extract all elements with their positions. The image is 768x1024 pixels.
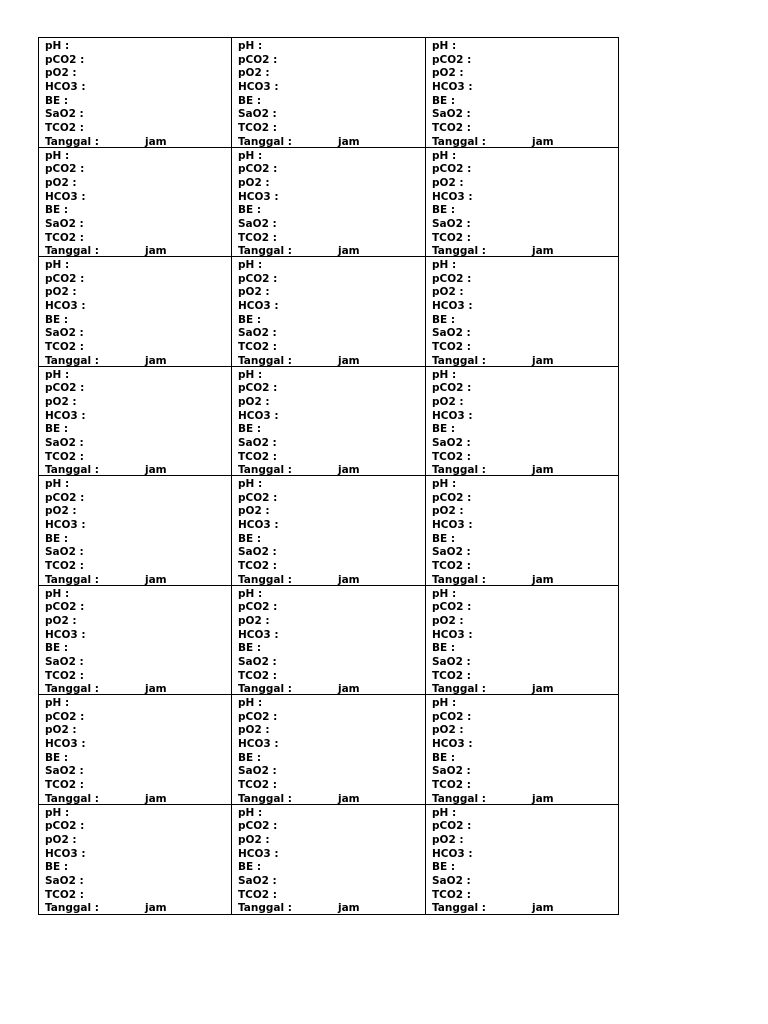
time-label: jam bbox=[338, 135, 360, 148]
field-label: SaO2 : bbox=[45, 217, 84, 230]
field-label: pCO2 : bbox=[238, 163, 278, 176]
date-label: Tanggal : bbox=[238, 902, 292, 914]
blood-gas-entry-card bbox=[232, 586, 426, 696]
field-label: HCO3 : bbox=[238, 409, 279, 422]
field-label: pCO2 : bbox=[238, 382, 278, 395]
date-time-row bbox=[432, 464, 618, 476]
field-label: BE : bbox=[432, 532, 456, 545]
blood-gas-entry-card bbox=[426, 257, 618, 367]
field-label: TCO2 : bbox=[432, 779, 471, 792]
time-label: jam bbox=[145, 573, 167, 586]
field-label: BE : bbox=[45, 532, 69, 545]
field-label: pO2 : bbox=[45, 176, 77, 189]
field-label: BE : bbox=[45, 313, 69, 326]
field-label: TCO2 : bbox=[45, 888, 84, 901]
field-label: SaO2 : bbox=[432, 765, 471, 778]
date-time-row bbox=[432, 683, 618, 695]
blood-gas-entry-card bbox=[426, 805, 618, 915]
field-label: BE : bbox=[432, 313, 456, 326]
field-label: HCO3 : bbox=[238, 190, 279, 203]
field-label: pCO2 : bbox=[238, 53, 278, 66]
field-label: pH : bbox=[432, 587, 457, 600]
date-time-row bbox=[45, 136, 231, 148]
field-label: HCO3 : bbox=[432, 190, 473, 203]
field-label: BE : bbox=[432, 204, 456, 217]
field-label: HCO3 : bbox=[45, 628, 86, 641]
field-label: TCO2 : bbox=[238, 122, 277, 135]
field-label: pO2 : bbox=[432, 724, 464, 737]
field-label: pCO2 : bbox=[238, 491, 278, 504]
date-label: Tanggal : bbox=[238, 245, 292, 257]
field-label: SaO2 : bbox=[45, 765, 84, 778]
field-label: HCO3 : bbox=[45, 519, 86, 532]
field-label: SaO2 : bbox=[238, 327, 277, 340]
field-label: TCO2 : bbox=[238, 560, 277, 573]
field-label: TCO2 : bbox=[45, 560, 84, 573]
field-label: SaO2 : bbox=[238, 217, 277, 230]
field-label: BE : bbox=[238, 313, 262, 326]
field-label: SaO2 : bbox=[238, 436, 277, 449]
date-time-row bbox=[432, 355, 618, 367]
blood-gas-entry-card bbox=[426, 476, 618, 586]
field-label: pCO2 : bbox=[432, 820, 472, 833]
time-label: jam bbox=[532, 902, 554, 914]
field-label: pH : bbox=[45, 259, 70, 271]
field-label: pCO2 : bbox=[432, 491, 472, 504]
field-label: pH : bbox=[432, 697, 457, 709]
field-label: pO2 : bbox=[432, 395, 464, 408]
field-label: HCO3 : bbox=[432, 300, 473, 313]
field-label: pO2 : bbox=[238, 395, 270, 408]
field-label: SaO2 : bbox=[432, 327, 471, 340]
field-label: pCO2 : bbox=[432, 601, 472, 614]
field-label: TCO2 : bbox=[45, 341, 84, 354]
date-label: Tanggal : bbox=[432, 902, 486, 914]
time-label: jam bbox=[338, 683, 360, 695]
field-label: BE : bbox=[238, 861, 262, 874]
field-label: HCO3 : bbox=[432, 409, 473, 422]
blood-gas-entry-card bbox=[232, 257, 426, 367]
field-label: BE : bbox=[45, 94, 69, 107]
field-label: BE : bbox=[238, 642, 262, 655]
date-time-row bbox=[45, 355, 231, 367]
field-label: pO2 : bbox=[238, 614, 270, 627]
field-label: TCO2 : bbox=[45, 779, 84, 792]
field-label: SaO2 : bbox=[45, 874, 84, 887]
field-label: HCO3 : bbox=[45, 738, 86, 751]
field-label: TCO2 : bbox=[238, 669, 277, 682]
field-label: pO2 : bbox=[432, 614, 464, 627]
field-label: TCO2 : bbox=[45, 231, 84, 244]
field-label: pCO2 : bbox=[238, 272, 278, 285]
date-time-row bbox=[238, 136, 425, 148]
field-label: BE : bbox=[45, 423, 69, 436]
field-label: pH : bbox=[432, 368, 457, 381]
field-label: pO2 : bbox=[238, 286, 270, 299]
time-label: jam bbox=[145, 464, 167, 476]
field-label: pCO2 : bbox=[45, 382, 85, 395]
field-label: TCO2 : bbox=[432, 560, 471, 573]
time-label: jam bbox=[338, 902, 360, 914]
field-label: HCO3 : bbox=[45, 81, 86, 94]
field-label: TCO2 : bbox=[432, 450, 471, 463]
field-label: pH : bbox=[238, 478, 263, 490]
time-label: jam bbox=[145, 245, 167, 257]
field-label: pH : bbox=[45, 40, 70, 52]
blood-gas-entry-card bbox=[39, 257, 232, 367]
field-label: pH : bbox=[45, 806, 70, 819]
field-label: BE : bbox=[45, 642, 69, 655]
field-label: TCO2 : bbox=[432, 888, 471, 901]
field-label: pH : bbox=[238, 40, 263, 52]
date-label: Tanggal : bbox=[45, 902, 99, 914]
blood-gas-entry-card bbox=[39, 695, 232, 805]
field-label: TCO2 : bbox=[238, 888, 277, 901]
field-label: pO2 : bbox=[432, 67, 464, 80]
date-time-row bbox=[432, 902, 618, 914]
field-label: TCO2 : bbox=[238, 231, 277, 244]
time-label: jam bbox=[338, 573, 360, 586]
field-label: HCO3 : bbox=[432, 847, 473, 860]
field-label: TCO2 : bbox=[45, 450, 84, 463]
date-time-row bbox=[238, 793, 425, 805]
date-time-row bbox=[238, 464, 425, 476]
field-label: BE : bbox=[432, 642, 456, 655]
blood-gas-entry-card bbox=[39, 805, 232, 915]
field-label: BE : bbox=[432, 751, 456, 764]
field-label: pCO2 : bbox=[432, 163, 472, 176]
time-label: jam bbox=[145, 135, 167, 148]
field-label: BE : bbox=[238, 532, 262, 545]
field-label: BE : bbox=[238, 94, 262, 107]
field-label: HCO3 : bbox=[45, 190, 86, 203]
field-label: BE : bbox=[432, 423, 456, 436]
field-label: SaO2 : bbox=[432, 546, 471, 559]
date-label: Tanggal : bbox=[238, 354, 292, 367]
field-label: TCO2 : bbox=[238, 779, 277, 792]
blood-gas-entry-card bbox=[426, 695, 618, 805]
field-label: BE : bbox=[432, 94, 456, 107]
field-label: pO2 : bbox=[432, 833, 464, 846]
blood-gas-entry-card bbox=[39, 38, 232, 148]
field-label: pH : bbox=[45, 478, 70, 490]
field-label: pH : bbox=[238, 806, 263, 819]
field-label: pCO2 : bbox=[45, 491, 85, 504]
date-time-row bbox=[238, 574, 425, 586]
date-label: Tanggal : bbox=[432, 573, 486, 586]
field-label: HCO3 : bbox=[238, 81, 279, 94]
field-label: pO2 : bbox=[45, 505, 77, 518]
field-label: pH : bbox=[432, 149, 457, 162]
time-label: jam bbox=[532, 683, 554, 695]
time-label: jam bbox=[532, 464, 554, 476]
field-label: pCO2 : bbox=[45, 601, 85, 614]
time-label: jam bbox=[145, 354, 167, 367]
field-label: pH : bbox=[238, 368, 263, 381]
field-label: BE : bbox=[238, 204, 262, 217]
field-label: BE : bbox=[432, 861, 456, 874]
field-label: pO2 : bbox=[45, 833, 77, 846]
field-label: BE : bbox=[238, 423, 262, 436]
time-label: jam bbox=[145, 902, 167, 914]
date-label: Tanggal : bbox=[45, 792, 99, 805]
field-label: SaO2 : bbox=[45, 436, 84, 449]
date-time-row bbox=[45, 793, 231, 805]
field-label: TCO2 : bbox=[238, 450, 277, 463]
field-label: HCO3 : bbox=[238, 519, 279, 532]
lab-result-form-grid bbox=[38, 37, 619, 915]
field-label: pCO2 : bbox=[432, 53, 472, 66]
field-label: SaO2 : bbox=[238, 108, 277, 121]
date-time-row bbox=[238, 355, 425, 367]
field-label: pCO2 : bbox=[432, 272, 472, 285]
date-label: Tanggal : bbox=[432, 683, 486, 695]
field-label: TCO2 : bbox=[432, 122, 471, 135]
field-label: BE : bbox=[45, 751, 69, 764]
blood-gas-entry-card bbox=[426, 38, 618, 148]
date-label: Tanggal : bbox=[45, 464, 99, 476]
field-label: pH : bbox=[45, 587, 70, 600]
date-time-row bbox=[432, 245, 618, 257]
time-label: jam bbox=[532, 792, 554, 805]
field-label: pH : bbox=[432, 478, 457, 490]
field-label: SaO2 : bbox=[432, 874, 471, 887]
field-label: SaO2 : bbox=[238, 874, 277, 887]
field-label: HCO3 : bbox=[238, 300, 279, 313]
date-time-row bbox=[238, 683, 425, 695]
blood-gas-entry-card bbox=[232, 367, 426, 477]
blood-gas-entry-card bbox=[426, 148, 618, 258]
field-label: SaO2 : bbox=[432, 655, 471, 668]
blood-gas-entry-card bbox=[39, 586, 232, 696]
date-time-row bbox=[45, 683, 231, 695]
field-label: TCO2 : bbox=[238, 341, 277, 354]
blood-gas-entry-card bbox=[426, 367, 618, 477]
blood-gas-entry-card bbox=[39, 476, 232, 586]
field-label: TCO2 : bbox=[432, 669, 471, 682]
blood-gas-entry-card bbox=[232, 695, 426, 805]
date-label: Tanggal : bbox=[238, 135, 292, 148]
field-label: pH : bbox=[432, 259, 457, 271]
field-label: pCO2 : bbox=[238, 710, 278, 723]
field-label: pO2 : bbox=[432, 505, 464, 518]
time-label: jam bbox=[532, 573, 554, 586]
field-label: SaO2 : bbox=[45, 655, 84, 668]
date-label: Tanggal : bbox=[432, 245, 486, 257]
field-label: BE : bbox=[45, 204, 69, 217]
field-label: pO2 : bbox=[432, 176, 464, 189]
field-label: pO2 : bbox=[45, 286, 77, 299]
field-label: pO2 : bbox=[45, 67, 77, 80]
field-label: pCO2 : bbox=[45, 272, 85, 285]
field-label: pO2 : bbox=[45, 395, 77, 408]
date-label: Tanggal : bbox=[45, 683, 99, 695]
field-label: HCO3 : bbox=[238, 738, 279, 751]
field-label: pH : bbox=[432, 806, 457, 819]
field-label: HCO3 : bbox=[238, 628, 279, 641]
field-label: pH : bbox=[45, 149, 70, 162]
time-label: jam bbox=[145, 683, 167, 695]
date-label: Tanggal : bbox=[45, 135, 99, 148]
field-label: SaO2 : bbox=[45, 546, 84, 559]
date-label: Tanggal : bbox=[238, 683, 292, 695]
date-label: Tanggal : bbox=[238, 464, 292, 476]
field-label: HCO3 : bbox=[45, 847, 86, 860]
field-label: BE : bbox=[238, 751, 262, 764]
date-label: Tanggal : bbox=[45, 354, 99, 367]
field-label: pCO2 : bbox=[45, 53, 85, 66]
blood-gas-entry-card bbox=[426, 586, 618, 696]
field-label: TCO2 : bbox=[432, 341, 471, 354]
field-label: pH : bbox=[238, 697, 263, 709]
blood-gas-entry-card bbox=[232, 148, 426, 258]
time-label: jam bbox=[145, 792, 167, 805]
field-label: pH : bbox=[238, 259, 263, 271]
field-label: pCO2 : bbox=[238, 601, 278, 614]
field-label: TCO2 : bbox=[45, 669, 84, 682]
date-time-row bbox=[45, 464, 231, 476]
field-label: SaO2 : bbox=[238, 546, 277, 559]
blood-gas-entry-card bbox=[232, 38, 426, 148]
blood-gas-entry-card bbox=[39, 367, 232, 477]
field-label: pCO2 : bbox=[45, 163, 85, 176]
date-time-row bbox=[45, 245, 231, 257]
field-label: pCO2 : bbox=[432, 382, 472, 395]
field-label: SaO2 : bbox=[432, 436, 471, 449]
date-time-row bbox=[432, 793, 618, 805]
blood-gas-entry-card bbox=[232, 476, 426, 586]
field-label: HCO3 : bbox=[45, 300, 86, 313]
field-label: HCO3 : bbox=[432, 628, 473, 641]
field-label: pCO2 : bbox=[45, 820, 85, 833]
field-label: HCO3 : bbox=[432, 738, 473, 751]
date-label: Tanggal : bbox=[432, 464, 486, 476]
time-label: jam bbox=[338, 792, 360, 805]
time-label: jam bbox=[532, 245, 554, 257]
time-label: jam bbox=[338, 354, 360, 367]
field-label: pCO2 : bbox=[238, 820, 278, 833]
date-label: Tanggal : bbox=[238, 792, 292, 805]
field-label: pO2 : bbox=[432, 286, 464, 299]
time-label: jam bbox=[532, 135, 554, 148]
time-label: jam bbox=[338, 245, 360, 257]
field-label: HCO3 : bbox=[432, 519, 473, 532]
time-label: jam bbox=[338, 464, 360, 476]
date-time-row bbox=[432, 136, 618, 148]
time-label: jam bbox=[532, 354, 554, 367]
field-label: pO2 : bbox=[238, 176, 270, 189]
blood-gas-entry-card bbox=[39, 148, 232, 258]
date-time-row bbox=[45, 574, 231, 586]
field-label: TCO2 : bbox=[45, 122, 84, 135]
field-label: SaO2 : bbox=[238, 655, 277, 668]
field-label: pH : bbox=[45, 697, 70, 709]
field-label: pO2 : bbox=[238, 67, 270, 80]
date-time-row bbox=[238, 902, 425, 914]
date-label: Tanggal : bbox=[45, 573, 99, 586]
field-label: HCO3 : bbox=[45, 409, 86, 422]
date-time-row bbox=[432, 574, 618, 586]
field-label: pO2 : bbox=[238, 833, 270, 846]
field-label: pCO2 : bbox=[45, 710, 85, 723]
date-label: Tanggal : bbox=[432, 354, 486, 367]
date-label: Tanggal : bbox=[45, 245, 99, 257]
date-label: Tanggal : bbox=[432, 135, 486, 148]
field-label: pCO2 : bbox=[432, 710, 472, 723]
date-label: Tanggal : bbox=[238, 573, 292, 586]
field-label: SaO2 : bbox=[432, 108, 471, 121]
date-time-row bbox=[238, 245, 425, 257]
field-label: pO2 : bbox=[238, 505, 270, 518]
field-label: pO2 : bbox=[45, 614, 77, 627]
field-label: SaO2 : bbox=[45, 327, 84, 340]
field-label: BE : bbox=[45, 861, 69, 874]
field-label: HCO3 : bbox=[238, 847, 279, 860]
field-label: SaO2 : bbox=[238, 765, 277, 778]
field-label: HCO3 : bbox=[432, 81, 473, 94]
field-label: pO2 : bbox=[45, 724, 77, 737]
field-label: pH : bbox=[238, 587, 263, 600]
field-label: pH : bbox=[432, 40, 457, 52]
field-label: pH : bbox=[238, 149, 263, 162]
field-label: SaO2 : bbox=[45, 108, 84, 121]
date-time-row bbox=[45, 902, 231, 914]
field-label: TCO2 : bbox=[432, 231, 471, 244]
field-label: pO2 : bbox=[238, 724, 270, 737]
blood-gas-entry-card bbox=[232, 805, 426, 915]
field-label: pH : bbox=[45, 368, 70, 381]
field-label: SaO2 : bbox=[432, 217, 471, 230]
date-label: Tanggal : bbox=[432, 792, 486, 805]
